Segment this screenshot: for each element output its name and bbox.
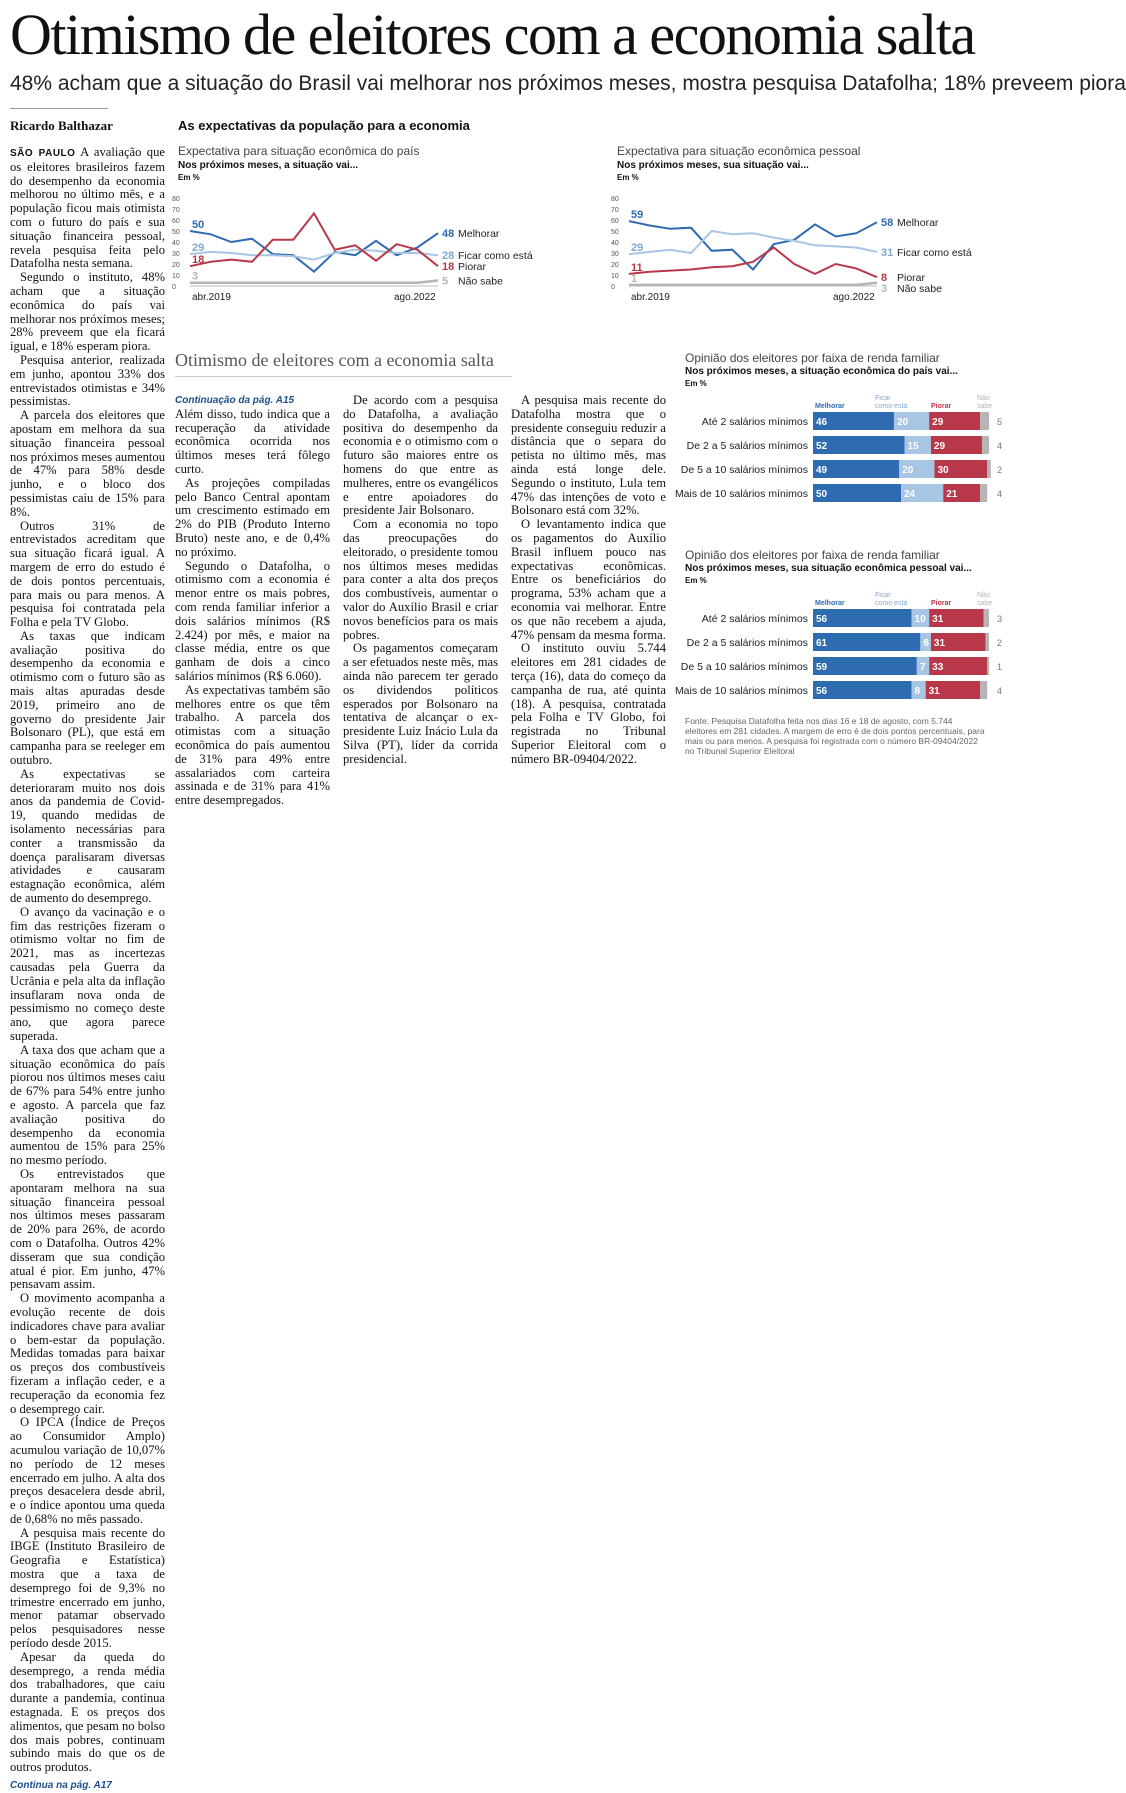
paragraph: O avanço da vacinação e o fim das restrições fizeram o otimismo voltar no fim de 2021, mas as incertezas causadas pela Guerra da Ucrânia e pela alta da inflação insuflaram nova onda de pessimismo no começo deste ano, que agora parece superada. (10, 904, 165, 1043)
bar-value-label: 29 (932, 417, 944, 428)
subheadline: 48% acham que a situação do Brasil vai melhorar nos próximos meses, mostra pesquisa Datafolha; 18% preveem piora (10, 72, 1126, 95)
continued-from[interactable]: Continuação da pág. A15 (175, 395, 295, 406)
bar-value-label: 6 (923, 638, 929, 649)
start-value-label: 11 (631, 261, 643, 274)
article-column-1 (10, 146, 165, 1793)
bar-value-label: 8 (914, 686, 921, 697)
paragraph: Os entrevistados que apontaram melhora na sua situação financeira pessoal nos últimos meses passaram de 20% para 26%, de acordo com o Datafolha. Outros 42% disseram que sua condição atual é pior. Em junho, 47% pensavam assim. (10, 1166, 165, 1292)
series-name-label: Ficar como está (458, 250, 533, 263)
y-tick-label: 30 (172, 251, 180, 258)
y-tick-label: 20 (172, 262, 180, 269)
y-tick-label: 80 (611, 196, 619, 203)
legend-label: Ficar (875, 592, 891, 599)
y-tick-label: 70 (172, 207, 180, 214)
bar-value-label: 49 (816, 465, 828, 476)
dateline: SÃO PAULO (10, 148, 76, 159)
series-line-piorar (629, 248, 877, 278)
bar1-title: Opinião dos eleitores por faixa de renda familiar (685, 351, 940, 365)
bar-value-label: 30 (937, 465, 949, 476)
category-label: Mais de 10 salários mínimos (674, 488, 808, 500)
series-line-não-sabe (629, 283, 877, 285)
y-tick-label: 30 (611, 251, 619, 258)
bar-segment-nao-sabe (980, 412, 989, 430)
start-value-label: 18 (192, 254, 205, 267)
bar-value-label: 31 (928, 686, 940, 697)
chart1-line-chart (170, 190, 590, 308)
bar-value-label: 21 (946, 489, 958, 500)
chart2-title: Expectativa para situação econômica pessoal (617, 144, 861, 158)
y-tick-label: 50 (611, 229, 619, 236)
bar-value-label: 56 (816, 614, 828, 625)
chart1-unit: Em % (178, 173, 200, 182)
legend-label: sabe (977, 600, 993, 607)
y-tick-label: 70 (611, 207, 619, 214)
bar-value-label: 7 (919, 662, 926, 673)
section-title: Otimismo de eleitores com a economia salta (175, 350, 494, 370)
bar-segment-melhorar (813, 633, 920, 651)
paragraph: Segundo o instituto, 48% acham que a situação econômica do país vai melhorar nos próximos meses; 28% preveem que ela ficará igual, e 18% esperam piora. (10, 270, 165, 354)
y-tick-label: 40 (611, 240, 619, 247)
bar-value-label: 4 (997, 686, 1003, 696)
article-column-4 (511, 394, 666, 767)
bar-segment-nao-sabe (984, 609, 989, 627)
bar-value-label: 46 (816, 417, 828, 428)
paragraph: O IPCA (Índice de Preços ao Consumidor Amplo) acumulou variação de 10,07% no período de 12 meses encerrado em julho. A alta dos preços desacelera desde abril, e o índice apontou uma queda de 0,68% no mês passado. (10, 1415, 165, 1526)
bar-segment-melhorar (813, 609, 912, 627)
legend-label: Melhorar (815, 403, 845, 410)
bar-value-label: 5 (997, 417, 1003, 427)
paragraph: A avaliação que os eleitores brasileiros fazem do desempenho da economia melhorou no último mês, e a população ficou mais otimista com o futuro do país e sua situação financeira pessoal, revela pesquisa feita pelo Datafolha nesta semana. (10, 145, 165, 271)
source-note: Fonte: Pesquisa Datafolha feita nos dias 16 e 18 de agosto, com 5.744 eleitores em 281 cidades. A margem de erro é de dois pontos percentuais, para mais ou para menos. A pesquisa foi registrada com o número BR-09404/2022 no Tribunal Superior Eleitoral (685, 716, 985, 756)
paragraph: A parcela dos eleitores que apostam em melhora da sua situação financeira pessoal nos próximos meses aumentou de 47% para 58% desde junho, e o bloco dos pessimistas caiu de 15% para 8%. (10, 408, 165, 519)
bar-value-label: 52 (816, 441, 828, 452)
y-tick-label: 50 (172, 229, 180, 236)
y-tick-label: 20 (611, 262, 619, 269)
series-name-label: Não sabe (897, 283, 942, 296)
legend-label: como está (875, 600, 908, 607)
y-tick-label: 0 (611, 284, 615, 291)
legend-label: Melhorar (815, 600, 845, 607)
bar1-subtitle: Nos próximos meses, a situação econômica do país vai... (685, 366, 958, 377)
bar-value-label: 31 (933, 638, 946, 649)
category-label: Até 2 salários mínimos (701, 416, 808, 428)
paragraph: O instituto ouviu 5.744 eleitores em 281 cidades de terça (16), data do começo da campanha de rua, até quinta (18). A pesquisa, contratada pela Folha e TV Globo, foi registrada no Tribunal Superior Eleitoral com o número BR-09404/2022. (511, 641, 666, 766)
bar-segment-nao-sabe (980, 681, 987, 699)
legend-label: sabe (977, 403, 993, 410)
bar1-unit: Em % (685, 379, 707, 388)
paragraph: O movimento acompanha a evolução recente de dois indicadores chave para avaliar o bem-estar da população. Medidas tomadas para baixar os preços dos combustíveis fizeram a inflação ceder, e a recuperação da economia fez o desemprego cair. (10, 1291, 165, 1416)
end-value-label: 5 (442, 275, 449, 288)
bar2-chart (670, 587, 1011, 707)
start-value-label: 29 (631, 242, 644, 255)
bar-segment-nao-sabe (987, 460, 991, 478)
legend-label: Ficar (875, 395, 891, 402)
end-value-label: 31 (881, 246, 894, 259)
bar-segment-nao-sabe (980, 484, 987, 502)
category-label: De 2 a 5 salários mínimos (686, 440, 808, 452)
paragraph: Os pagamentos começaram a ser efetuados neste mês, mas ainda não parecem ter gerado os dividendos políticos esperados por Bolsonaro na tentativa de alcançar o ex-presidente Luiz Inácio Lula da Silva (PT), líder da corrida presidencial. (343, 641, 498, 766)
paragraph: De acordo com a pesquisa do Datafolha, a avaliação positiva do desempenho da economia e o otimismo com o futuro são maiores entre os homens do que entre as mulheres, entre os evangélicos e entre apoiadores do presidente Jair Bolsonaro. (343, 393, 498, 518)
section-rule (175, 376, 512, 377)
bar-segment-nao-sabe (985, 633, 989, 651)
bar-value-label: 20 (902, 465, 914, 476)
bar-value-label: 31 (932, 614, 944, 625)
y-tick-label: 60 (172, 218, 180, 225)
category-label: De 5 a 10 salários mínimos (680, 661, 808, 673)
paragraph: A pesquisa mais recente do IBGE (Instituto Brasileiro de Geografia e Estatística) mostra que a taxa de desemprego foi de 9,3% no trimestre encerrado em junho, menor patamar observado pelos pesquisadores nesse período desde 2015. (10, 1525, 165, 1651)
chart2-unit: Em % (617, 173, 639, 182)
graphic-title: As expectativas da população para a economia (178, 118, 470, 133)
legend-label: como está (875, 403, 908, 410)
bar-segment-melhorar (813, 681, 912, 699)
paragraph: Outros 31% de entrevistados acreditam que sua situação ficará igual. A margem de erro do estudo é de dois pontos percentuais, para mais ou para menos. A pesquisa foi contratada pela Folha e pela TV Globo. (10, 518, 165, 630)
y-tick-label: 10 (611, 273, 619, 280)
bar1-chart (670, 390, 1011, 510)
bar-value-label: 2 (997, 638, 1003, 648)
x-tick-label: abr.2019 (631, 292, 670, 303)
paragraph: Segundo o Datafolha, o otimismo com a economia é menor entre os mais pobres, com renda familiar inferior a dois salários mínimos (R$ 2.424) por mês, e maior na classe média, entre os que ganham de dois a cinco salários mínimos (R$ 6.060). (175, 558, 330, 683)
headline: Otimismo de eleitores com a economia salta (10, 2, 975, 67)
series-name-label: Não sabe (458, 275, 503, 288)
series-line-melhorar (190, 231, 438, 272)
y-tick-label: 10 (172, 273, 180, 280)
bar-value-label: 61 (816, 638, 828, 649)
bar2-title: Opinião dos eleitores por faixa de renda familiar (685, 548, 940, 562)
chart1-title: Expectativa para situação econômica do país (178, 144, 420, 158)
bar-segment-nao-sabe (982, 436, 989, 454)
paragraph: As expectativas se deterioraram muito nos dois anos da pandemia de Covid-19, quando medidas de isolamento necessárias para conter a transmissão da doença paralisaram diversas atividades e causaram estagnação econômica, além de aumento do desemprego. (10, 766, 165, 906)
bar-value-label: 4 (997, 489, 1003, 499)
start-value-label: 59 (631, 209, 644, 222)
paragraph: A pesquisa mais recente do Datafolha mostra que o presidente conseguiu reduzir a distância que o separa do petista no último mês, mas ainda está longe dele. Segundo o instituto, Lula tem 47% das intenções de voto e Bolsonaro está com 32%. (511, 393, 666, 518)
paragraph: Com a economia no topo das preocupações do eleitorado, o presidente tomou nos últimos meses medidas para conter a alta dos preços dos combustíveis, aumentar o valor do Auxílio Brasil e criar novos benefícios para os mais pobres. (343, 517, 498, 642)
category-label: De 2 a 5 salários mínimos (686, 637, 808, 649)
end-value-label: 8 (881, 272, 888, 285)
series-line-ficar-como-está (629, 231, 877, 254)
bar-segment-nao-sabe (987, 657, 989, 675)
continued-on[interactable]: Continua na pág. A17 (10, 1780, 112, 1792)
series-name-label: Melhorar (897, 217, 939, 230)
bar2-unit: Em % (685, 576, 707, 585)
category-label: Mais de 10 salários mínimos (674, 685, 808, 697)
bar-value-label: 1 (997, 662, 1003, 672)
x-tick-label: ago.2022 (833, 292, 875, 303)
article-column-2 (175, 394, 330, 808)
x-tick-label: abr.2019 (192, 292, 231, 303)
series-name-label: Ficar como está (897, 246, 972, 259)
end-value-label: 58 (881, 217, 894, 230)
end-value-label: 28 (442, 250, 455, 263)
chart1-subtitle: Nos próximos meses, a situação vai... (178, 160, 359, 171)
article-column-3 (343, 394, 498, 767)
series-name-label: Piorar (458, 261, 487, 274)
paragraph: Apesar da queda do desemprego, a renda média dos trabalhadores, que caiu durante a pandemia, continua estagnada. E os preços dos alimentos, que pesam no bolso dos mais pobres, continuam subindo mais do que os de outros produtos. (10, 1649, 165, 1775)
bar-value-label: 3 (997, 614, 1003, 624)
start-value-label: 29 (192, 242, 205, 255)
bar-value-label: 29 (933, 441, 946, 452)
bar-value-label: 20 (896, 417, 909, 428)
bar-segment-melhorar (813, 657, 917, 675)
chart2-subtitle: Nos próximos meses, sua situação vai... (617, 160, 809, 171)
bar-value-label: 4 (997, 441, 1003, 451)
bar-value-label: 33 (932, 662, 944, 673)
start-value-label: 1 (631, 272, 638, 285)
byline-rule (10, 108, 108, 109)
paragraph: Pesquisa anterior, realizada em junho, apontou 33% dos entrevistados otimistas e 34% pessimistas. (10, 352, 165, 409)
bar-value-label: 15 (907, 441, 919, 452)
series-name-label: Melhorar (458, 228, 500, 241)
end-value-label: 3 (881, 283, 888, 296)
category-label: De 5 a 10 salários mínimos (680, 464, 808, 476)
start-value-label: 50 (192, 219, 205, 231)
paragraph: As taxas que indicam avaliação positiva do desempenho da economia e otimismo com o futuro são as mais altas apuradas desde 2019, primeiro ano de governo do presidente Jair Bolsonaro (PL), que está em campanha para se reeleger em outubro. (10, 628, 165, 768)
legend-label: Não (977, 395, 990, 402)
chart2-line-chart (609, 190, 1011, 308)
paragraph: As projeções compiladas pelo Banco Central apontam um crescimento estimado em 2% do PIB (Produto Interno Bruto) neste ano, e de 0,4% no próximo. (175, 475, 330, 559)
y-tick-label: 60 (611, 218, 619, 225)
series-line-não-sabe (190, 281, 438, 283)
paragraph: Além disso, tudo indica que a recuperação da atividade econômica ocorrida nos últimos meses terá fôlego curto. (175, 406, 330, 476)
bar-value-label: 50 (816, 489, 828, 500)
start-value-label: 3 (192, 270, 199, 283)
y-tick-label: 40 (172, 240, 180, 247)
end-value-label: 18 (442, 261, 455, 274)
bar2-subtitle: Nos próximos meses, sua situação econômica pessoal vai... (685, 563, 972, 574)
byline: Ricardo Balthazar (10, 118, 113, 133)
y-tick-label: 80 (172, 196, 180, 203)
paragraph: O levantamento indica que os pagamentos do Auxílio Brasil influem pouco nas expectativas econômicas. Entre os beneficiários do programa, 53% acham que a economia vai melhorar. Entre os que não recebem a ajuda, 47% pensam da mesma forma. (511, 517, 666, 642)
bar-value-label: 10 (914, 614, 926, 625)
legend-label: Não (977, 592, 990, 599)
bar-value-label: 59 (816, 662, 828, 673)
bar-value-label: 2 (997, 465, 1003, 475)
paragraph: A taxa dos que acham que a situação econômica do país piorou nos últimos meses caiu de 67% para 54% entre junho e agosto. A parcela que faz avaliação positiva do desempenho da economia aumentou de 15% para 25% no mesmo período. (10, 1042, 165, 1168)
series-name-label: Piorar (897, 272, 926, 285)
legend-label: Piorar (931, 600, 952, 607)
x-tick-label: ago.2022 (394, 292, 436, 303)
category-label: Até 2 salários mínimos (701, 613, 808, 625)
end-value-label: 48 (442, 228, 455, 241)
legend-label: Piorar (931, 403, 952, 410)
y-tick-label: 0 (172, 284, 176, 291)
bar-value-label: 24 (904, 489, 916, 500)
bar-value-label: 56 (816, 686, 828, 697)
paragraph: As expectativas também são melhores entre os que têm trabalho. A parcela dos otimistas com a situação econômica do país aumentou de 31% para 49% entre assalariados com carteira assinada e de 31% para 41% entre desempregados. (175, 682, 330, 808)
